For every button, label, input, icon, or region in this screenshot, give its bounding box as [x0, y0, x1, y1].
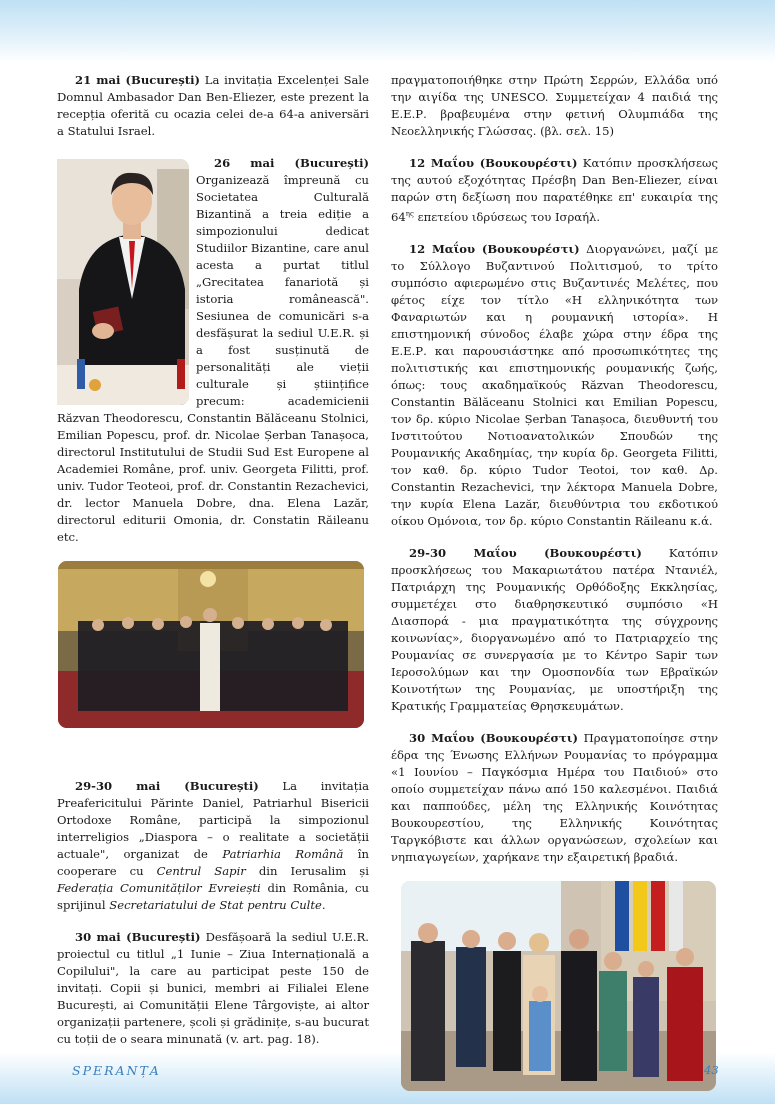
article-paragraph [391, 730, 718, 866]
left-column [57, 72, 369, 1063]
magazine-title: SPERANȚA [72, 1063, 161, 1078]
children-event-photo [401, 881, 716, 1091]
entry-text: πραγματοποιήθηκε στην Πρώτη Σερρών, Ελλάδα υπό την αιγίδα της UNESCO. Συμμετείχαν 4 παιδιά της Ε.Ε.Ρ. βραβευμένα στην φετινή Ολυμπιάδα της Νεοελληνικής Γλώσσας. (βλ. σελ. 15) [391, 73, 718, 138]
entry-date: 29-30 mai (București) [75, 779, 259, 793]
article-paragraph [391, 241, 718, 530]
article-paragraph [391, 72, 718, 140]
article-paragraph [57, 72, 369, 140]
ambassador-photo [39, 159, 189, 405]
article-paragraph: 29-30 mai (București) La invitația Preafericitului Părinte Daniel, Patriarhul Bisericii Ortodoxe Române, participă la simpozionul interreligios „Diaspora – o realitate a societății actuale", organizat de Patriarhia Română în cooperare cu Centrul Sapir din Ierusalim și Federația Comunităților Evreiești din România, cu sprijinul Secretariatului de Stat pentru Culte. [57, 779, 369, 912]
article-paragraph: 12 Μαΐου (Βουκουρέστι) Κατόπιν προσκλήσεως της αυτού εξοχότητας Πρέσβη Dan Ben-Eliezer, είναι παρών στη δεξίωση που παρατέθηκε επ' ευκαιρία της $64^{\eta\varsigma}$ επετείου ιδρύσεως του Ισραήλ. [391, 156, 718, 224]
entry-date: 12 Μαΐου (Βουκουρέστι) [409, 241, 580, 256]
article-paragraph [391, 545, 718, 715]
entry-text: Organizează împreună cu Societatea Culturală Bizantină a treia ediție a simpozionului dedicat Studiilor Bizantine, care anul acesta a purtat titlul „Grecitatea fanariotă și istoria românească". Sesiunea de comunicări s-a desfășurat la sediul U.E.R. și a fost susținută de personalități ale vieții culturale și științifice precum: academicienii Răzvan Theodorescu, Constantin Bălăceanu Stolnici, Emilian Popescu, prof. dr. Nicolae Șerban Tanașoca, directorul Institutului de Studii Sud Est Europene al Academiei Române, prof. univ. Georgeta Filitti, prof. univ. Tudor Teoteoi, prof. dr. Constantin Rezachevici, dr. lector Manuela Dobre, dna. Elena Lazăr, directorul editurii Omonia, dr. Constatin Răileanu etc. [57, 173, 369, 544]
entry-text: Κατόπιν προσκλήσεως του Μακαριωτάτου πατέρα Ντανιέλ, Πατριάρχη της Ρουμανικής Ορθόδοξης Εκκλησίας, συμμετέχει στο διαθρησκευτικό συμπόσιο «Η Διασπορά - μια πραγματικότητα της σύγχρονης κοινωνίας», διοργανωμένο από το Πατριαρχείο της Ρουμανίας σε συνεργασία με το Κέντρο Sapir των Ιεροσολύμων και την Ομοσπονδία των Εβραϊκών Κοινοτήτων της Ρουμανίας, με υποστήριξη της Κρατικής Γραμματείας Θρησκευμάτων. [391, 545, 718, 713]
entry-text: Πραγματοποίησε στην έδρα της Ένωσης Ελλήνων Ρουμανίας το πρόγραμμα «1 Ιουνίου – Παγκόσμια Ημέρα του Παιδιού» στο οποίο συμμετείχαν πάνω από 150 καλεσμένοι. Παιδιά και παππούδες, μέλη της Ελληνικής Κοινότητας Βουκουρεστίου, της Ελληνικής Κοινότητας Ταργκόβιστε και άλλων οργανώσεων, σχολείων και νηπιαγωγείων, χαρήκανε την εξαιρετική βραδιά. [391, 730, 718, 864]
entry-text: La invitația Excelenței Sale Domnul Ambasador Dan Ben-Eliezer, este prezent la recepția oferită cu ocazia celei de-a 64-a aniversări a Statului Israel. [57, 73, 369, 138]
entry-date: 29-30 Μαΐου (Βουκουρέστι) [409, 545, 642, 560]
entry-date: 26 mai (București) [214, 156, 369, 170]
page-number: 43 [704, 1063, 719, 1077]
article-paragraph [57, 929, 369, 1048]
entry-date: 21 mai (București) [75, 73, 201, 87]
entry-date: 30 mai (București) [75, 930, 201, 944]
article-paragraph [57, 155, 369, 546]
entry-text: Desfășoară la sediul U.E.R. proiectul cu titlul „1 Iunie – Ziua Internațională a Copilului", la care au participat peste 150 de invitați. Copii și bunici, membri ai Filialei Elene București, ai Comunității Elene Târgoviște, ai altor organizații partenere, școli și grădinițe, s-au bucurat cu toții de o seara minunată (v. art. pag. 18). [57, 930, 369, 1046]
entry-date: 30 Μαΐου (Βουκουρέστι) [409, 730, 578, 745]
entry-date: 12 Μαΐου (Βουκουρέστι) [409, 156, 578, 170]
right-column [391, 72, 718, 1091]
header-gradient-band [0, 0, 775, 62]
entry-text: Διοργανώνει, μαζί με το Σύλλογο Βυζαντινού Πολιτισμού, το τρίτο συμπόσιο αφιερωμένο στις Βυζαντινές Μελέτες, που φέτος είχε τον τίτλο «Η ελληνικότητα των Φαναριωτών και η ρουμανική ιστορία». Η επιστημονική σύνοδος έλαβε χώρα στην έδρα της Ε.Ε.Ρ. και παρουσιάστηκε από προσωπικότητες της πολιτιστικής και επιστημονικής ρουμανικής ζωής, όπως: τους ακαδημαϊκούς Răzvan Theodorescu, Constantin Bălăceanu Stolnici και Emilian Popescu, τον δρ. κύριο Nicolae Șerban Tanașoca, διευθυντή του Ινστιτούτου Νοτιοανατολικών Σπουδών της Ρουμανικής Ακαδημίας, την κυρία δρ. Georgeta Filitti, τον καθ. δρ. κύριο Tudor Teotoi, τον καθ. Δρ. Constantin Rezachevici, την λέκτορα Manuela Dobre, την κυρία Elena Lazăr, διευθύντρια του εκδοτικού οίκου Ομόνοια, τον δρ. κύριο Constantin Răileanu κ.ά. [391, 241, 718, 528]
group-photo [58, 561, 364, 728]
